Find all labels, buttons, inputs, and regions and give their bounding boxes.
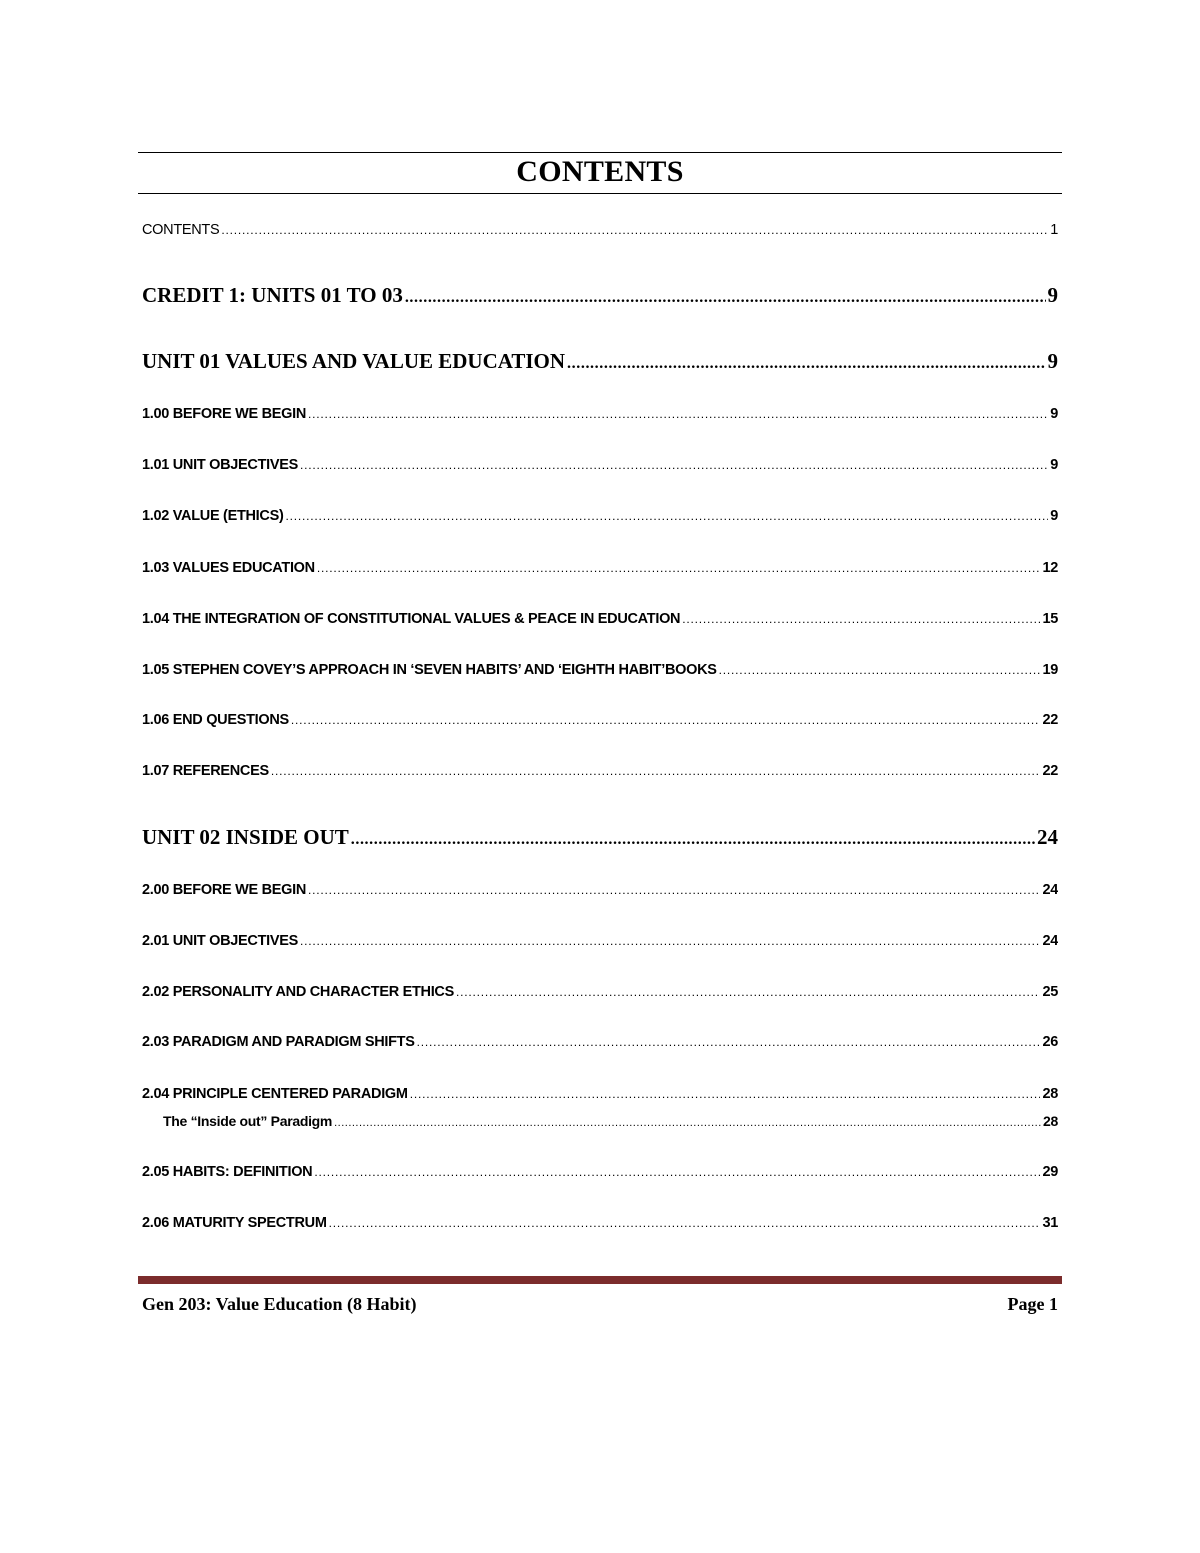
toc-page-number: 9 xyxy=(1050,457,1058,473)
toc-subentry-inside-out-paradigm[interactable] xyxy=(163,1113,1058,1129)
footer-divider-bar xyxy=(138,1276,1062,1284)
toc-entry-label: UNIT 02 INSIDE OUT xyxy=(142,825,349,849)
toc-entry-label: 2.02 PERSONALITY AND CHARACTER ETHICS xyxy=(142,984,454,1000)
toc-entry-2-04[interactable] xyxy=(142,1086,1058,1102)
toc-entry-1-04[interactable] xyxy=(142,611,1058,627)
toc-entry-2-01[interactable] xyxy=(142,933,1058,949)
toc-page-number: 15 xyxy=(1042,611,1058,627)
footer-page-number: Page 1 xyxy=(1007,1294,1058,1314)
toc-entry-label: The “Inside out” Paradigm xyxy=(163,1113,333,1129)
toc-leader-dots xyxy=(271,764,1041,778)
toc-entry-unit-01[interactable] xyxy=(142,349,1058,374)
toc-leader-dots xyxy=(417,1035,1041,1049)
toc-entry-label: 2.06 MATURITY SPECTRUM xyxy=(142,1215,327,1231)
toc-entry-1-06[interactable] xyxy=(142,712,1058,728)
toc-entry-label: 2.01 UNIT OBJECTIVES xyxy=(142,933,298,949)
toc-entry-unit-02[interactable] xyxy=(142,825,1058,850)
toc-page-number: 22 xyxy=(1042,763,1058,779)
toc-leader-dots xyxy=(410,1087,1041,1101)
toc-entry-label: 2.04 PRINCIPLE CENTERED PARADIGM xyxy=(142,1086,408,1102)
toc-page-number: 22 xyxy=(1042,712,1058,728)
page-title: CONTENTS xyxy=(516,155,684,188)
toc-page-number: 29 xyxy=(1042,1164,1058,1180)
toc-entry-1-03[interactable] xyxy=(142,560,1058,576)
toc-entry-label: 1.00 BEFORE WE BEGIN xyxy=(142,406,307,422)
toc-entry-label: 2.00 BEFORE WE BEGIN xyxy=(142,882,307,898)
toc-leader-dots xyxy=(567,355,1045,373)
toc-entry-label: CREDIT 1: UNITS 01 TO 03 xyxy=(142,283,403,307)
toc-leader-dots xyxy=(291,713,1041,727)
toc-leader-dots xyxy=(300,934,1041,948)
toc-leader-dots xyxy=(334,1117,1041,1129)
toc-entry-2-05[interactable] xyxy=(142,1164,1058,1180)
toc-leader-dots xyxy=(314,1165,1040,1179)
toc-entry-1-07[interactable] xyxy=(142,763,1058,779)
toc-leader-dots xyxy=(285,509,1048,523)
toc-leader-dots xyxy=(300,458,1048,472)
toc-leader-dots xyxy=(351,831,1035,849)
toc-leader-dots xyxy=(308,407,1048,421)
toc-entry-1-00[interactable] xyxy=(142,406,1058,422)
toc-leader-dots xyxy=(682,612,1040,626)
toc-page-number: 12 xyxy=(1042,560,1058,576)
toc-entry-label: UNIT 01 VALUES AND VALUE EDUCATION xyxy=(142,349,566,373)
toc-entry-label: CONTENTS xyxy=(142,222,220,238)
toc-entry-contents[interactable] xyxy=(142,222,1058,238)
toc-leader-dots xyxy=(719,663,1041,677)
toc-entry-1-01[interactable] xyxy=(142,457,1058,473)
title-bottom-rule xyxy=(138,193,1062,194)
toc-page-number: 1 xyxy=(1050,222,1058,238)
toc-page-number: 31 xyxy=(1042,1215,1058,1231)
toc-entry-2-02[interactable] xyxy=(142,984,1058,1000)
toc-page-number: 24 xyxy=(1042,882,1058,898)
toc-entry-2-03[interactable] xyxy=(142,1034,1058,1050)
toc-entry-label: 2.05 HABITS: DEFINITION xyxy=(142,1164,313,1180)
toc-page-number: 9 xyxy=(1050,508,1058,524)
toc-entry-2-06[interactable] xyxy=(142,1215,1058,1231)
toc-entry-2-00[interactable] xyxy=(142,882,1058,898)
toc-entry-label: 1.03 VALUES EDUCATION xyxy=(142,560,315,576)
toc-page-number: 24 xyxy=(1042,933,1058,949)
toc-page-number: 25 xyxy=(1042,984,1058,1000)
toc-page-number: 26 xyxy=(1042,1034,1058,1050)
toc-entry-credit-1[interactable] xyxy=(142,283,1058,308)
toc-leader-dots xyxy=(308,883,1040,897)
toc-page-number: 19 xyxy=(1042,662,1058,678)
toc-leader-dots xyxy=(456,985,1040,999)
toc-entry-label: 1.06 END QUESTIONS xyxy=(142,712,289,728)
toc-leader-dots xyxy=(221,223,1048,237)
footer-course-title: Gen 203: Value Education (8 Habit) xyxy=(142,1294,417,1314)
toc-leader-dots xyxy=(317,561,1041,575)
toc-entry-label: 1.02 VALUE (ETHICS) xyxy=(142,508,284,524)
toc-page-number: 9 xyxy=(1047,283,1058,307)
toc-leader-dots xyxy=(405,289,1046,307)
toc-leader-dots xyxy=(329,1216,1041,1230)
toc-entry-label: 2.03 PARADIGM AND PARADIGM SHIFTS xyxy=(142,1034,415,1050)
toc-entry-1-05[interactable] xyxy=(142,662,1058,678)
toc-entry-label: 1.07 REFERENCES xyxy=(142,763,269,779)
toc-page-number: 28 xyxy=(1042,1086,1058,1102)
toc-entry-label: 1.04 THE INTEGRATION OF CONSTITUTIONAL VALUES & PEACE IN EDUCATION xyxy=(142,611,681,627)
toc-page-number: 9 xyxy=(1047,349,1058,373)
toc-page-number: 9 xyxy=(1050,406,1058,422)
toc-entry-label: 1.01 UNIT OBJECTIVES xyxy=(142,457,298,473)
toc-entry-1-02[interactable] xyxy=(142,508,1058,524)
toc-entry-label: 1.05 STEPHEN COVEY’S APPROACH IN ‘SEVEN HABITS’ AND ‘EIGHTH HABIT’BOOKS xyxy=(142,662,717,678)
toc-page-number: 24 xyxy=(1037,825,1058,849)
toc-page-number: 28 xyxy=(1043,1113,1058,1129)
